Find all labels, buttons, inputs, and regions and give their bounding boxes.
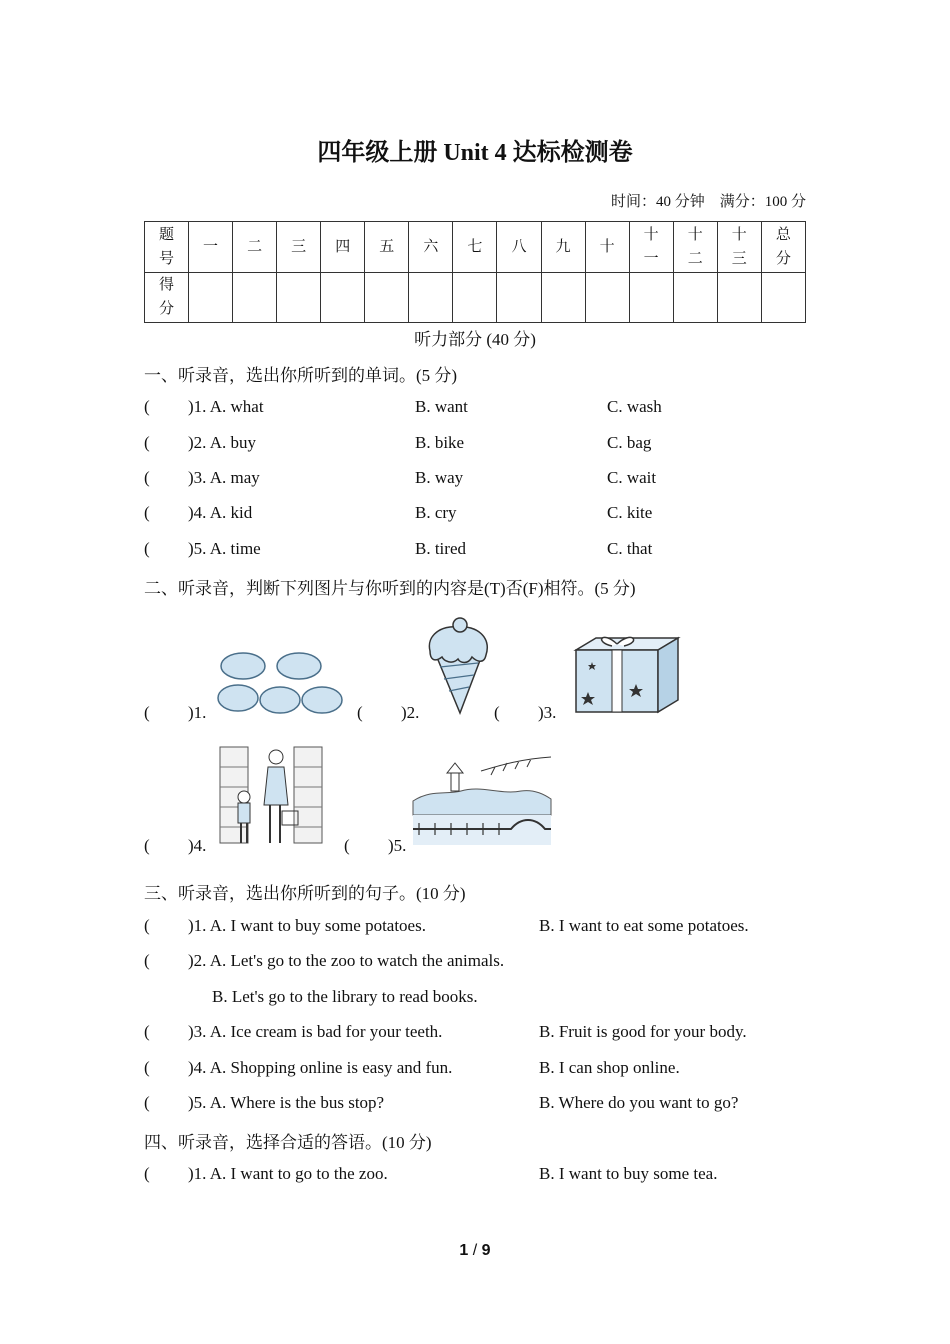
option-b: B. way	[415, 468, 464, 487]
question-row: ( )4. A. Shopping online is easy and fun.	[144, 1058, 453, 1077]
score-table-header-row	[145, 222, 806, 273]
question-row: ( )1. A. what	[144, 397, 264, 416]
score-table-col: 二	[233, 222, 277, 273]
section-4-heading: 四、听录音，选择合适的答语。(10 分)	[144, 1133, 432, 1152]
option-b: B. I want to eat some potatoes.	[539, 916, 749, 935]
score-table-col: 九	[541, 222, 585, 273]
score-cell[interactable]	[585, 272, 629, 323]
question-row: ( )4. A. kid	[144, 503, 253, 522]
score-cell[interactable]	[717, 272, 761, 323]
option-c: C. bag	[607, 433, 652, 452]
question-row: ( )1. A. I want to buy some potatoes.	[144, 916, 426, 935]
option-b: B. tired	[415, 539, 466, 558]
picture-question-2: ( )2.	[357, 703, 420, 722]
answer-blank[interactable]: (	[144, 703, 150, 722]
answer-blank[interactable]: (	[144, 1058, 150, 1077]
section-1-heading: 一、听录音，选出你所听到的单词。(5 分)	[144, 366, 458, 385]
score-cell[interactable]	[673, 272, 717, 323]
score-cell[interactable]	[321, 272, 365, 323]
supermarket-shopping-icon	[218, 745, 324, 847]
answer-blank[interactable]: (	[144, 916, 150, 935]
exam-meta: 时间：40 分钟 满分：100 分	[610, 194, 806, 210]
ice-cream-icon	[424, 615, 492, 715]
question-row: ( )3. A. Ice cream is bad for your teeth.	[144, 1022, 443, 1041]
option-b: B. Let's go to the library to read books.	[212, 987, 478, 1006]
score-cell[interactable]	[761, 272, 805, 323]
question-row: ( )2. A. buy	[144, 433, 256, 452]
answer-blank[interactable]: (	[144, 503, 150, 522]
lake-scenery-icon	[411, 755, 553, 847]
score-cell[interactable]	[233, 272, 277, 323]
score-cell[interactable]	[629, 272, 673, 323]
score-cell[interactable]	[409, 272, 453, 323]
option-c: C. kite	[607, 503, 653, 522]
page-number: 1 / 9	[459, 1242, 491, 1259]
question-row: ( )1. A. I want to go to the zoo.	[144, 1164, 388, 1183]
score-cell[interactable]	[365, 272, 409, 323]
score-table	[144, 221, 806, 323]
page-title: 四年级上册 Unit 4 达标检测卷	[317, 140, 633, 166]
option-b: B. bike	[415, 433, 465, 452]
answer-blank[interactable]: (	[144, 397, 150, 416]
option-c: C. that	[607, 539, 653, 558]
score-table-row-label: 题 号	[145, 222, 189, 273]
score-table-col: 七	[453, 222, 497, 273]
score-table-col: 总 分	[761, 222, 805, 273]
option-b: B. want	[415, 397, 468, 416]
picture-question-1: ( )1.	[144, 703, 207, 722]
score-table-col: 五	[365, 222, 409, 273]
score-cell[interactable]	[497, 272, 541, 323]
answer-blank[interactable]: (	[344, 836, 350, 855]
score-table-col: 三	[277, 222, 321, 273]
picture-question-3: ( )3.	[494, 703, 557, 722]
section-2-heading: 二、听录音，判断下列图片与你听到的内容是(T)否(F)相符。(5 分)	[144, 579, 636, 598]
score-table-score-row	[145, 272, 806, 323]
question-row: ( )2. A. Let's go to the zoo to watch the animals.	[144, 951, 505, 970]
score-cell[interactable]	[541, 272, 585, 323]
answer-blank[interactable]: (	[144, 468, 150, 487]
answer-blank[interactable]: (	[494, 703, 500, 722]
answer-blank[interactable]: (	[144, 836, 150, 855]
clouds-icon	[216, 648, 344, 718]
score-table-col: 四	[321, 222, 365, 273]
score-table-col: 八	[497, 222, 541, 273]
score-table-col: 十 一	[629, 222, 673, 273]
answer-blank[interactable]: (	[144, 1164, 150, 1183]
score-table-row-label: 得 分	[145, 272, 189, 323]
option-b: B. Fruit is good for your body.	[539, 1022, 747, 1041]
question-row: ( )5. A. Where is the bus stop?	[144, 1093, 385, 1112]
answer-blank[interactable]: (	[357, 703, 363, 722]
listening-part-header: 听力部分 (40 分)	[414, 330, 536, 349]
question-row: ( )3. A. may	[144, 468, 260, 487]
score-table-col: 一	[189, 222, 233, 273]
score-table-col: 十 三	[717, 222, 761, 273]
score-table-col: 六	[409, 222, 453, 273]
score-table-col: 十	[585, 222, 629, 273]
option-b: B. I can shop online.	[539, 1058, 680, 1077]
option-b: B. cry	[415, 503, 457, 522]
option-c: C. wash	[607, 397, 662, 416]
option-b: B. I want to buy some tea.	[539, 1164, 718, 1183]
option-c: C. wait	[607, 468, 657, 487]
section-3-heading: 三、听录音，选出你所听到的句子。(10 分)	[144, 884, 466, 903]
picture-question-5: ( )5.	[344, 836, 407, 855]
option-b: B. Where do you want to go?	[539, 1093, 739, 1112]
score-cell[interactable]	[277, 272, 321, 323]
answer-blank[interactable]: (	[144, 1093, 150, 1112]
question-row: ( )5. A. time	[144, 539, 261, 558]
score-table-col: 十 二	[673, 222, 717, 273]
answer-blank[interactable]: (	[144, 1022, 150, 1041]
gift-box-icon	[572, 630, 682, 714]
score-cell[interactable]	[189, 272, 233, 323]
answer-blank[interactable]: (	[144, 951, 150, 970]
answer-blank[interactable]: (	[144, 539, 150, 558]
answer-blank[interactable]: (	[144, 433, 150, 452]
score-cell[interactable]	[453, 272, 497, 323]
picture-question-4: ( )4.	[144, 836, 207, 855]
